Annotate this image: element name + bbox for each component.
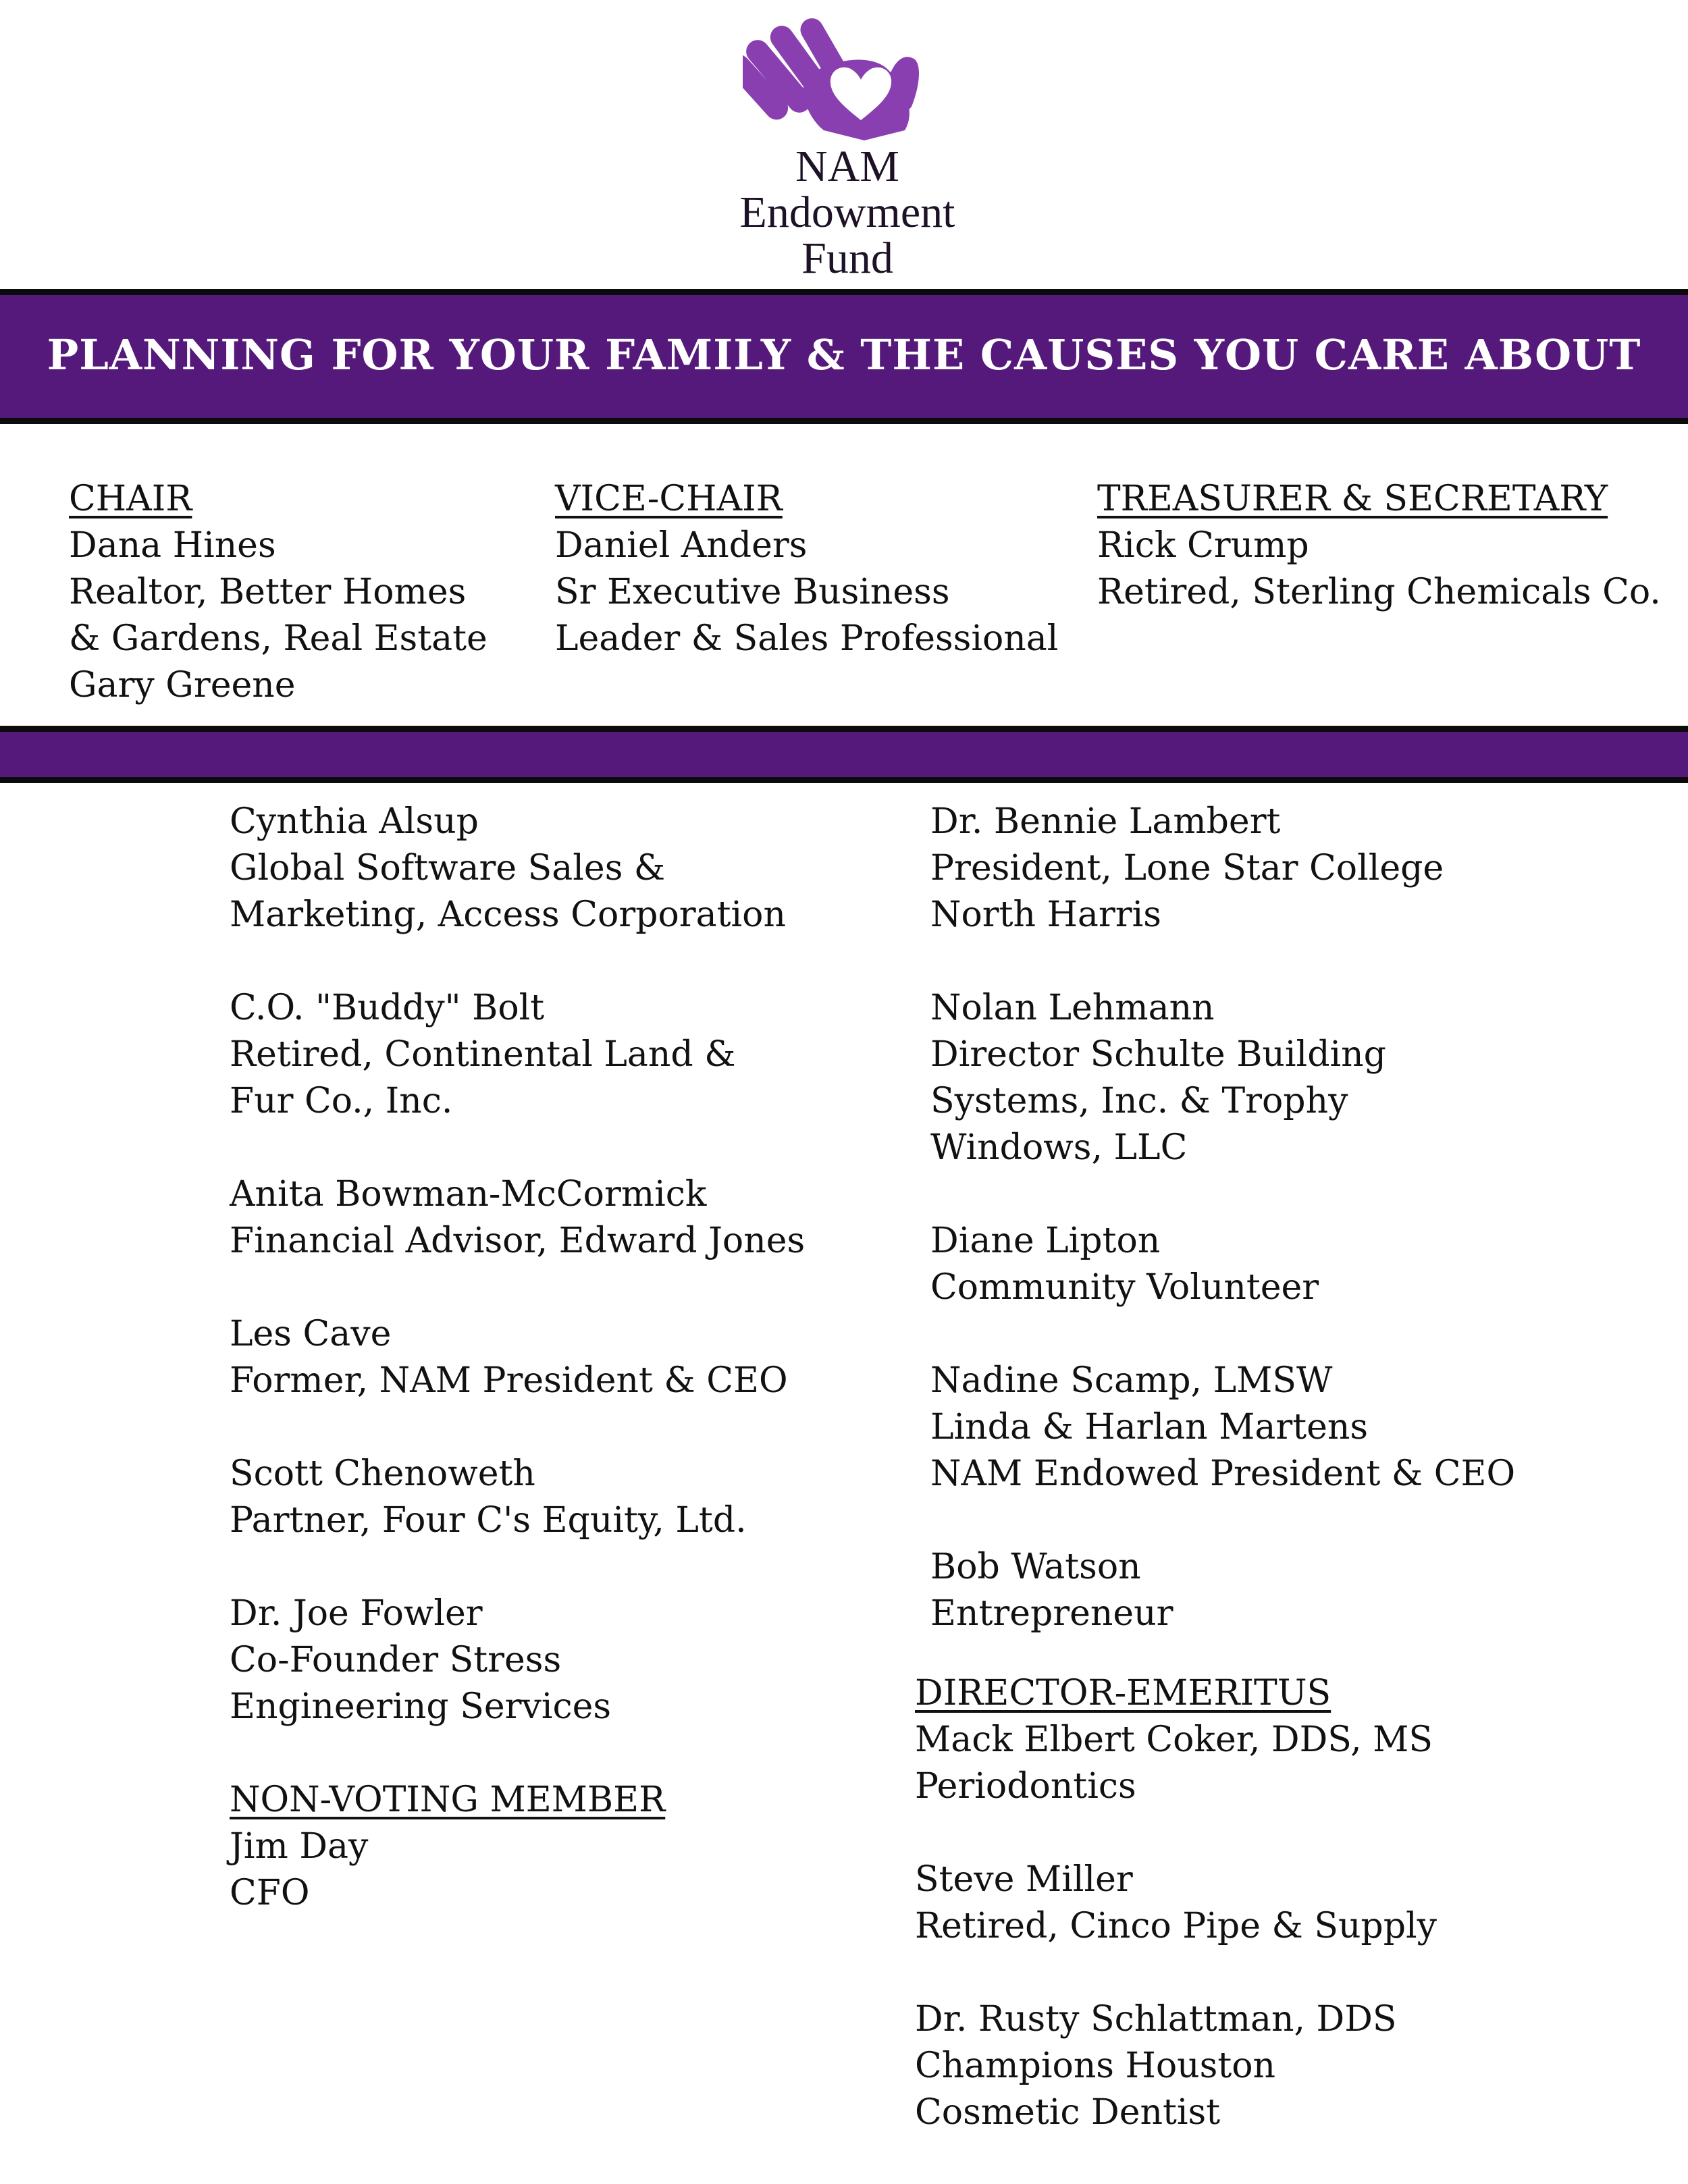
member-line: Financial Advisor, Edward Jones (230, 1221, 806, 1261)
member-line: Director Schulte Building (930, 1034, 1386, 1075)
officer-line: Realtor, Better Homes (69, 572, 467, 612)
member-name: Dr. Bennie Lambert (930, 801, 1281, 842)
hand-heart-icon (743, 12, 952, 140)
emeritus-member (915, 1996, 1437, 2136)
board-member (930, 985, 1515, 1171)
member-name: Anita Bowman-McCormick (230, 1174, 707, 1215)
member-name: Diane Lipton (930, 1221, 1161, 1261)
board-member (230, 1591, 805, 1730)
right-column (930, 799, 1515, 1679)
member-line: Community Volunteer (930, 1267, 1319, 1308)
member-line: Windows, LLC (930, 1127, 1188, 1168)
member-line: Former, NAM President & CEO (230, 1360, 788, 1401)
logo-line-2: Endowment (739, 188, 955, 237)
member-line: Marketing, Access Corporation (230, 895, 786, 935)
officer-line: Gary Greene (69, 665, 296, 705)
officer-treasurer (1097, 476, 1661, 616)
member-name: Cynthia Alsup (230, 801, 479, 842)
member-line: Linda & Harlan Martens (930, 1407, 1369, 1447)
member-name: Les Cave (230, 1314, 392, 1354)
officer-name: Daniel Anders (555, 525, 808, 566)
member-line: President, Lone Star College (930, 848, 1444, 888)
member-line: Retired, Continental Land & (230, 1034, 736, 1075)
board-member (930, 799, 1515, 938)
member-line: Champions Houston (915, 2046, 1276, 2086)
non-voting-member (230, 1777, 805, 1917)
officer-title: TREASURER & SECRETARY (1097, 479, 1608, 519)
board-member (230, 1311, 805, 1404)
board-member (230, 1451, 805, 1544)
banner-title: PLANNING FOR YOUR FAMILY & THE CAUSES YOU CARE ABOUT (47, 329, 1641, 379)
member-line: North Harris (930, 895, 1161, 935)
member-name: Jim Day (230, 1826, 369, 1867)
board-member (230, 1171, 805, 1264)
officer-vice-chair (555, 476, 1058, 662)
member-name: Steve Miller (915, 1859, 1133, 1900)
member-line: Partner, Four C's Equity, Ltd. (230, 1500, 747, 1541)
member-line: Fur Co., Inc. (230, 1081, 453, 1121)
member-name: Scott Chenoweth (230, 1454, 535, 1494)
member-name: Mack Elbert Coker, DDS, MS (915, 1720, 1433, 1760)
board-member (930, 1544, 1515, 1637)
emeritus-member (915, 1670, 1437, 1810)
left-column (230, 799, 805, 1963)
member-name: Dr. Rusty Schlattman, DDS (915, 1999, 1397, 2040)
board-member (230, 799, 805, 938)
member-name: Nolan Lehmann (930, 988, 1215, 1028)
officer-chair (69, 476, 487, 709)
officer-name: Dana Hines (69, 525, 276, 566)
logo-line-3: Fund (801, 234, 893, 283)
member-line: Global Software Sales & (230, 848, 666, 888)
member-line: Co-Founder Stress (230, 1640, 562, 1680)
board-member (230, 985, 805, 1125)
member-line: NAM Endowed President & CEO (930, 1454, 1516, 1494)
member-line: Retired, Cinco Pipe & Supply (915, 1906, 1438, 1946)
officer-line: Leader & Sales Professional (555, 618, 1059, 659)
member-line: Entrepreneur (930, 1593, 1173, 1634)
section-heading: NON-VOTING MEMBER (230, 1780, 666, 1820)
member-name: C.O. "Buddy" Bolt (230, 988, 545, 1028)
member-name: Nadine Scamp, LMSW (930, 1360, 1333, 1401)
logo (712, 12, 982, 283)
director-emeritus (915, 1670, 1437, 2183)
officer-line: Sr Executive Business (555, 572, 950, 612)
board-member (930, 1218, 1515, 1311)
officer-title: VICE-CHAIR (555, 479, 783, 519)
member-line: Engineering Services (230, 1686, 612, 1727)
emeritus-member (915, 1857, 1437, 1950)
member-line: Periodontics (915, 1766, 1136, 1807)
officer-name: Rick Crump (1097, 525, 1309, 566)
member-name: Bob Watson (930, 1547, 1141, 1587)
officer-line: Retired, Sterling Chemicals Co. (1097, 572, 1661, 612)
divider-band (0, 726, 1688, 783)
officer-line: & Gardens, Real Estate (69, 618, 487, 659)
member-line: CFO (230, 1873, 310, 1913)
member-name: Dr. Joe Fowler (230, 1593, 483, 1634)
logo-line-1: NAM (795, 142, 899, 191)
board-member (930, 1358, 1515, 1497)
banner (0, 289, 1688, 424)
member-line: Systems, Inc. & Trophy (930, 1081, 1348, 1121)
member-line: Cosmetic Dentist (915, 2092, 1221, 2133)
section-heading: DIRECTOR-EMERITUS (915, 1673, 1331, 1713)
officer-title: CHAIR (69, 479, 192, 519)
